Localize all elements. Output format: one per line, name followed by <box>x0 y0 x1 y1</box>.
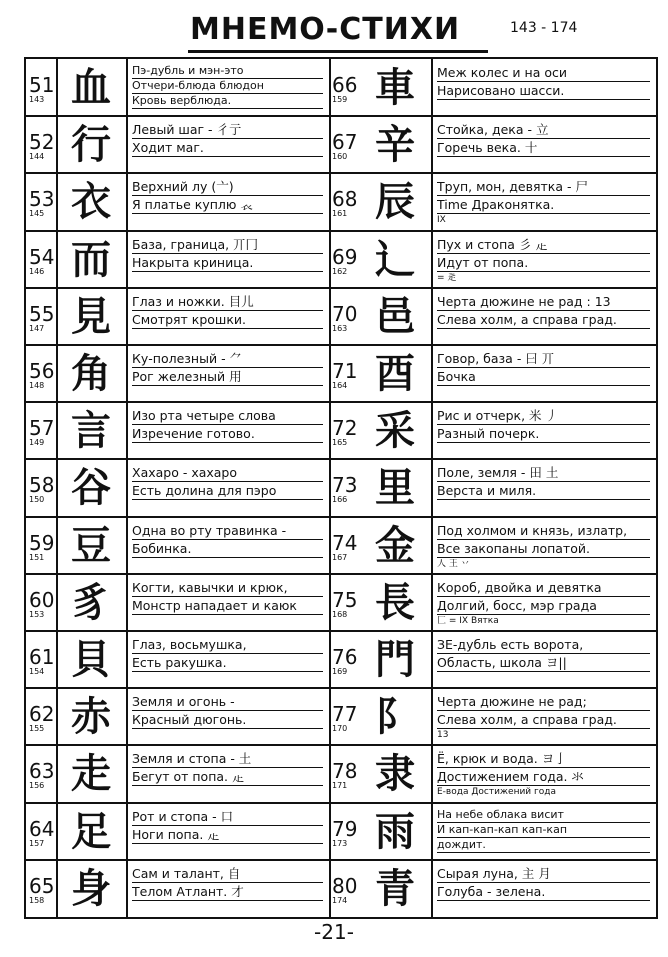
page-title: МНЕМО-СТИХИ <box>190 12 461 47</box>
mnemonic-verse <box>132 179 323 215</box>
kanji-character: 血 <box>71 64 111 111</box>
column-divider <box>431 59 433 917</box>
verse-line: Ходит маг. <box>132 140 323 157</box>
mnemonic-verse <box>437 122 650 158</box>
verse-note: 人 王 丷 <box>437 558 470 569</box>
verse-note: 13 <box>437 730 449 741</box>
mnemonic-verse <box>132 294 323 330</box>
verse-line: Есть ракушка. <box>132 655 323 672</box>
verse-line: Верста и миля. <box>437 483 650 500</box>
entry-number <box>332 817 357 848</box>
verse-line: Смотрят крошки. <box>132 312 323 329</box>
entry-radical-number: 162 <box>332 266 348 276</box>
kanji-character: 貝 <box>71 636 111 683</box>
kanji-character: 阝 <box>375 693 415 741</box>
verse-line: Нарисовано шасси. <box>437 83 650 100</box>
column-divider <box>126 59 128 917</box>
entry-number <box>29 416 54 447</box>
entry-index: 73 <box>332 473 358 498</box>
verse-note: IX <box>437 215 446 226</box>
verse-line: Ку-полезный - ⺈ <box>132 351 323 368</box>
mnemonic-verse <box>132 637 323 673</box>
entry-radical-number: 153 <box>29 609 45 619</box>
kanji-character: 采 <box>375 407 415 455</box>
mnemonic-verse <box>437 694 650 742</box>
mnemonic-verse <box>437 408 650 444</box>
entry-radical-number: 150 <box>29 495 45 505</box>
entry-number <box>29 187 54 218</box>
mnemonic-verse <box>437 637 650 673</box>
row-divider <box>26 401 656 403</box>
entry-number <box>332 473 357 504</box>
kanji-character: 金 <box>375 521 415 569</box>
verse-line: Слева холм, а справа град. <box>437 712 650 729</box>
verse-line: Накрыта криница. <box>132 255 323 272</box>
mnemonic-verse <box>132 580 323 616</box>
verse-line: Ноги попа. 龰 <box>132 827 323 844</box>
verse-line: Пэ-дубль и мэн-это <box>132 65 323 79</box>
verse-line: Верхний лу (亠) <box>132 179 323 196</box>
kanji-character: 辰 <box>375 178 415 226</box>
title-underline <box>188 50 488 53</box>
entry-index: 68 <box>332 187 358 212</box>
kanji-character: 足 <box>71 807 111 855</box>
entry-number <box>332 130 357 161</box>
verse-line: Черта дюжине не рад : 13 <box>437 294 650 311</box>
verse-line: Кровь верблюда. <box>132 95 323 109</box>
verse-line: Бочка <box>437 369 650 386</box>
entry-radical-number: 149 <box>29 438 45 448</box>
entry-radical-number: 148 <box>29 381 45 390</box>
entry-radical-number: 163 <box>332 323 348 333</box>
verse-line: Изречение готово. <box>132 426 323 443</box>
kanji-character: 豸 <box>71 578 111 626</box>
entry-radical-number: 165 <box>332 438 348 448</box>
entry-number <box>332 531 357 562</box>
mnemonic-verse <box>132 351 323 387</box>
entry-index: 75 <box>332 587 358 612</box>
entry-radical-number: 154 <box>29 667 45 676</box>
verse-note: = 辵 <box>437 272 457 283</box>
column-divider <box>329 59 331 917</box>
verse-line: Все закопаны лопатой. <box>437 541 650 558</box>
entry-radical-number: 151 <box>29 552 45 562</box>
mnemonic-verse <box>437 866 650 902</box>
kanji-character: 行 <box>71 121 111 169</box>
entry-radical-number: 145 <box>29 209 45 219</box>
kanji-character: 辶 <box>375 235 415 283</box>
verse-line: Отчери-блюда блюдон <box>132 80 323 94</box>
row-divider <box>26 516 656 518</box>
entry-number <box>29 531 54 562</box>
entry-radical-number: 170 <box>332 724 348 734</box>
entry-radical-number: 169 <box>332 667 348 676</box>
entry-index: 63 <box>29 759 55 784</box>
kanji-character: 衣 <box>71 178 111 226</box>
entry-index: 64 <box>29 816 55 841</box>
verse-line: Горечь века. 十 <box>437 140 650 157</box>
verse-line: Слева холм, а справа град. <box>437 312 650 329</box>
verse-line: Идут от попа. <box>437 255 650 272</box>
entry-radical-number: 171 <box>332 781 348 791</box>
verse-note: 匚 = IX Вятка <box>437 615 499 626</box>
verse-line: Телом Атлант. 才 <box>132 884 323 901</box>
entry-radical-number: 144 <box>29 152 45 162</box>
entry-number <box>29 130 54 161</box>
entry-radical-number: 160 <box>332 152 348 162</box>
entry-number <box>332 359 357 390</box>
verse-line: Рис и отчерк, 米 丿 <box>437 408 650 425</box>
mnemonic-verse <box>132 694 323 730</box>
verse-line: Бобинка. <box>132 541 323 558</box>
verse-line: ЗЕ-дубль есть ворота, <box>437 637 650 654</box>
kanji-character: 酉 <box>375 350 415 397</box>
entry-index: 57 <box>29 416 55 441</box>
verse-line: Черта дюжине не рад; <box>437 694 650 711</box>
entry-number <box>332 874 357 905</box>
mnemonic-verse <box>437 294 650 330</box>
entry-index: 79 <box>332 816 358 841</box>
mnemonic-verse <box>132 866 323 902</box>
kanji-character: 雨 <box>375 807 415 855</box>
verse-line: Левый шаг - 彳亍 <box>132 122 323 139</box>
row-divider <box>26 744 656 746</box>
entry-number <box>29 759 54 790</box>
kanji-character: 門 <box>375 636 415 683</box>
verse-line: Короб, двойка и девятка <box>437 580 650 597</box>
entry-index: 71 <box>332 359 358 383</box>
mnemonic-verse <box>437 237 650 285</box>
entry-radical-number: 143 <box>29 95 45 104</box>
mnemonic-verse <box>437 523 650 571</box>
row-divider <box>26 573 656 575</box>
verse-line: Долгий, босс, мэр града <box>437 598 650 615</box>
entry-number <box>332 73 357 104</box>
entry-number <box>29 73 54 104</box>
entry-number <box>29 874 54 905</box>
entry-index: 80 <box>332 873 358 898</box>
entry-number <box>332 645 357 676</box>
verse-line: Рог железный 用 <box>132 369 323 386</box>
header <box>0 6 668 54</box>
entry-number <box>29 702 54 733</box>
mnemonic-table <box>24 57 658 919</box>
entry-number <box>332 302 357 333</box>
verse-line: Говор, база - 曰 丌 <box>437 351 650 368</box>
entry-number <box>332 702 357 733</box>
entry-radical-number: 174 <box>332 895 348 905</box>
entry-number <box>332 245 357 276</box>
row-divider <box>26 230 656 232</box>
entry-number <box>29 817 54 848</box>
verse-line: Красный дюгонь. <box>132 712 323 729</box>
mnemonic-verse <box>132 809 323 845</box>
mnemonic-verse <box>437 465 650 501</box>
kanji-character: 走 <box>71 750 111 798</box>
row-divider <box>26 344 656 346</box>
entry-radical-number: 173 <box>332 838 348 848</box>
mnemonic-verse <box>437 65 650 101</box>
verse-line: Time Драконятка. <box>437 197 650 214</box>
entry-number <box>29 473 54 504</box>
verse-line: Ё, крюк и вода. ヨ亅 <box>437 751 650 768</box>
verse-line: Хахаро - хахаро <box>132 465 323 482</box>
kanji-character: 里 <box>375 464 415 512</box>
entry-radical-number: 161 <box>332 209 348 219</box>
verse-line: Поле, земля - 田 土 <box>437 465 650 482</box>
entry-number <box>29 645 54 676</box>
mnemonic-verse <box>437 351 650 387</box>
verse-line: И кап-кап-кап кап-кап <box>437 824 650 838</box>
entry-index: 56 <box>29 359 55 383</box>
entry-radical-number: 168 <box>332 609 348 619</box>
verse-line: Голуба - зелена. <box>437 884 650 901</box>
row-divider <box>26 802 656 804</box>
kanji-character: 隶 <box>375 750 415 798</box>
verse-line: Область, школа ヨ|| <box>437 655 650 672</box>
verse-line: Разный почерк. <box>437 426 650 443</box>
kanji-character: 角 <box>71 350 111 397</box>
verse-line: Изо рта четыре слова <box>132 408 323 425</box>
verse-line: Земля и огонь - <box>132 694 323 711</box>
row-divider <box>26 687 656 689</box>
kanji-character: 見 <box>71 292 111 340</box>
entry-radical-number: 166 <box>332 495 348 505</box>
entry-index: 51 <box>29 73 55 97</box>
verse-line: Рот и стопа - 口 <box>132 809 323 826</box>
kanji-character: 車 <box>375 64 415 111</box>
verse-line: дождит. <box>437 839 650 853</box>
mnemonic-verse <box>132 122 323 158</box>
entry-index: 76 <box>332 645 358 669</box>
page-range: 143 - 174 <box>510 20 578 36</box>
verse-note: Ё-вода Достижений года <box>437 787 556 798</box>
verse-line: Труп, мон, девятка - 尸 <box>437 179 650 196</box>
mnemonic-verse <box>132 65 323 110</box>
entry-index: 66 <box>332 73 358 97</box>
entry-radical-number: 157 <box>29 838 45 848</box>
kanji-character: 邑 <box>375 292 415 340</box>
mnemonic-verse <box>132 751 323 787</box>
entry-index: 65 <box>29 873 55 898</box>
entry-radical-number: 146 <box>29 266 45 276</box>
page-number: -21- <box>314 920 354 944</box>
entry-index: 70 <box>332 301 358 326</box>
verse-line: Есть долина для пэро <box>132 483 323 500</box>
entry-number <box>332 759 357 790</box>
entry-number <box>332 416 357 447</box>
entry-index: 52 <box>29 130 55 155</box>
entry-index: 58 <box>29 473 55 498</box>
verse-line: На небе облака висит <box>437 809 650 823</box>
entry-radical-number: 155 <box>29 724 45 734</box>
mnemonic-verse <box>437 179 650 227</box>
verse-line: Под холмом и князь, излатр, <box>437 523 650 540</box>
kanji-character: 豆 <box>71 521 111 569</box>
entry-index: 72 <box>332 416 358 441</box>
kanji-character: 赤 <box>71 693 111 741</box>
mnemonic-verse <box>437 809 650 854</box>
entry-radical-number: 156 <box>29 781 45 791</box>
entry-number <box>29 245 54 276</box>
entry-index: 74 <box>332 530 358 555</box>
row-divider <box>26 172 656 174</box>
kanji-character: 身 <box>71 864 111 912</box>
kanji-character: 辛 <box>375 121 415 169</box>
row-divider <box>26 859 656 861</box>
entry-index: 67 <box>332 130 358 155</box>
kanji-character: 青 <box>375 864 415 912</box>
verse-line: Глаз и ножки. 目儿 <box>132 294 323 311</box>
kanji-character: 言 <box>71 407 111 455</box>
verse-line: Сам и талант, 自 <box>132 866 323 883</box>
entry-radical-number: 158 <box>29 895 45 905</box>
mnemonic-verse <box>437 580 650 628</box>
verse-line: Достижением года. 氺 <box>437 769 650 786</box>
entry-index: 78 <box>332 759 358 784</box>
entry-number <box>29 588 54 619</box>
verse-line: Когти, кавычки и крюк, <box>132 580 323 597</box>
verse-line: Земля и стопа - 土 <box>132 751 323 768</box>
verse-line: Бегут от попа. 龰 <box>132 769 323 786</box>
verse-line: Меж колес и на оси <box>437 65 650 82</box>
entry-number <box>332 187 357 218</box>
entry-radical-number: 167 <box>332 552 348 562</box>
verse-line: База, граница, 丌冂 <box>132 237 323 254</box>
kanji-character: 而 <box>71 235 111 283</box>
entry-index: 53 <box>29 187 55 212</box>
row-divider <box>26 115 656 117</box>
mnemonic-verse <box>437 751 650 799</box>
entry-number <box>332 588 357 619</box>
entry-number <box>29 302 54 333</box>
mnemonic-verse <box>132 408 323 444</box>
entry-radical-number: 164 <box>332 381 348 390</box>
entry-index: 77 <box>332 702 358 727</box>
row-divider <box>26 630 656 632</box>
entry-index: 59 <box>29 530 55 555</box>
verse-line: Глаз, восьмушка, <box>132 637 323 654</box>
entry-index: 62 <box>29 702 55 727</box>
entry-radical-number: 159 <box>332 95 348 104</box>
verse-line: Я платье куплю 𧘇 <box>132 197 323 214</box>
entry-index: 55 <box>29 301 55 326</box>
entry-index: 69 <box>332 244 358 269</box>
entry-index: 60 <box>29 587 55 612</box>
row-divider <box>26 458 656 460</box>
entry-radical-number: 147 <box>29 323 45 333</box>
entry-index: 54 <box>29 244 55 269</box>
entry-index: 61 <box>29 645 55 669</box>
kanji-character: 長 <box>375 578 415 626</box>
verse-line: Монстр нападает и каюк <box>132 598 323 615</box>
mnemonic-verse <box>132 523 323 559</box>
verse-line: Сырая луна, 主 月 <box>437 866 650 883</box>
kanji-character: 谷 <box>71 464 111 512</box>
entry-number <box>29 359 54 390</box>
mnemonic-verse <box>132 465 323 501</box>
row-divider <box>26 287 656 289</box>
verse-line: Пух и стопа 彡 龰 <box>437 237 650 254</box>
verse-line: Одна во рту травинка - <box>132 523 323 540</box>
verse-line: Стойка, дека - 立 <box>437 122 650 139</box>
mnemonic-verse <box>132 237 323 273</box>
